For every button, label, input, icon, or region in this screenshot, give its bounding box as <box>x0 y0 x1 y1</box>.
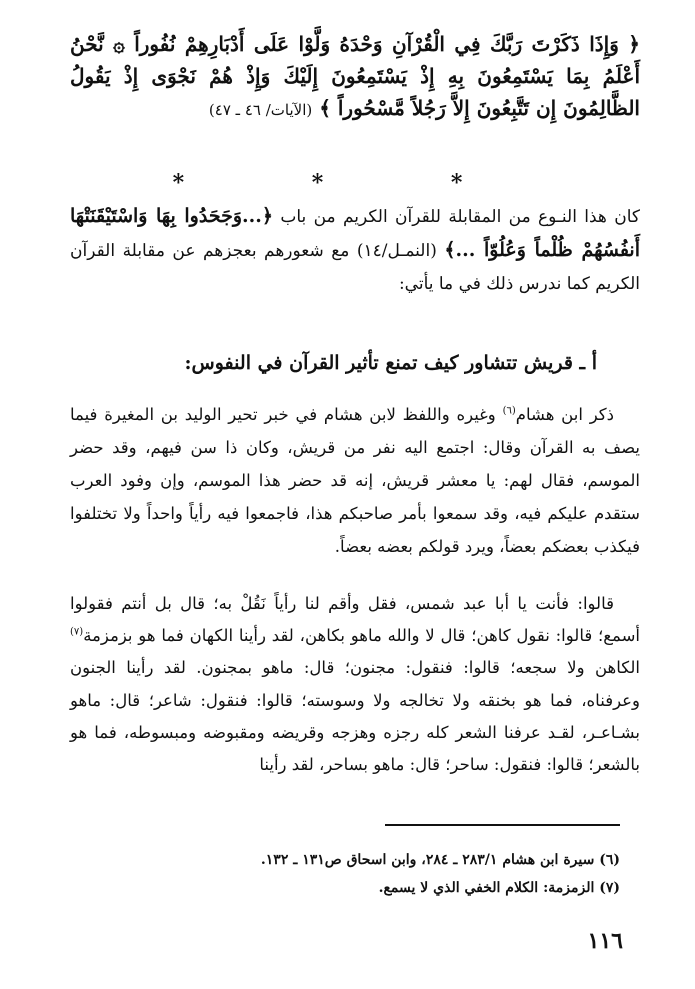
paragraph-text: قالوا: فأنت يا أبا عبد شمس، فقل وأقم لنا رأياً نَقُلْ به؛ قال بل أنتم فقولوا أسمع؛ قالوا: نقول كاهن؛ قال لا والله ماهو بكاهن، لقد رأينا الكهان فما هو بزمزمة <box>70 594 640 646</box>
intro-paragraph <box>70 200 640 301</box>
footnote-divider <box>385 824 620 826</box>
body-paragraph-1 <box>70 398 640 563</box>
footnote-7: (٧) الزمزمة: الكلام الخفي الذي لا يسمع. <box>378 880 620 896</box>
intro-text-before: كان هذا النـوع من المقابلة للقرآن الكريم من باب <box>272 207 640 227</box>
quran-verse-block <box>70 28 640 126</box>
paragraph-text: ذكر ابن هشام <box>515 405 614 424</box>
section-separator: * * * <box>172 170 523 196</box>
section-heading: أ ـ قريش تتشاور كيف تمنع تأثير القرآن في النفوس: <box>184 352 597 374</box>
intro-quran-quote: ﴿...وَجَحَدُوا بِهَا وَاسْتَيْقَنَتْهَا أَنفُسُهُمْ ظُلْماً وَعُلُوّاً ...﴾ <box>70 205 640 261</box>
intro-text-after: (النمـل/١٤) مع شعورهم بعجزهم عن مقابلة القرآن الكريم كما ندرس ذلك في ما يأتي: <box>70 241 640 294</box>
paragraph-text: الكاهن ولا سجعه؛ قالوا: فنقول: مجنون؛ قال: ماهو بمجنون. لقد رأينا الجنون وعرفناه، فما هو بخنقه ولا تخالجه ولا وسوسته؛ قالوا: فنقول: شاعر؛ قال: ماهو بشـاعـر، لقـد عرفنا الشعر كله رجزه وهزجه وقريضه ومقبوضه ومبسوطه، فما هو بالشعر؛ قالوا: فنقول: ساحر؛ قال: ماهو بساحر، لقد رأينا <box>70 658 640 775</box>
paragraph-text: وغيره واللفظ لابن هشام في خبر تحير الوليد بن المغيرة فيما يصف به القرآن وقال: اجتمع اليه نفر من قريش، وكان ذا سن فيهم، وقد حضر الموسم، فقال لهم: يا معشر قريش، إنه قد حضر هذا الموسم، وإن وفود العرب ستقدم عليكم فيه، وقد سمعوا بأمر صاحبكم هذا، فاجمعوا فيه رأياً واحداً ولا تختلفوا فيكذب بعضكم بعضاً، ويرد قولكم بعضه بعضاً. <box>70 405 640 556</box>
quran-verse-text: ﴿ وَإِذَا ذَكَرْتَ رَبَّكَ فِي الْقُرْآنِ وَحْدَهُ وَلَّوْا عَلَى أَدْبَارِهِمْ نُفُوراً ۞ نَّحْنُ أَعْلَمُ بِمَا يَسْتَمِعُونَ بِهِ إِذْ يَسْتَمِعُونَ إِلَيْكَ وَإِذْ هُمْ نَجْوَى إِذْ يَقُولُ الظَّالِمُونَ إِن تَتَّبِعُونَ إِلاَّ رَجُلاً مَّسْحُوراً ﴾ <box>70 32 640 120</box>
footnote-marker-6[interactable]: (٦) <box>502 405 516 417</box>
footnote-marker-7[interactable]: (٧) <box>70 626 84 638</box>
footnote-6: (٦) سيرة ابن هشام ٢٨٣/١ ـ ٢٨٤، وابن اسحاق ص١٣١ ـ ١٣٢. <box>260 852 620 868</box>
page-number: ١١٦ <box>587 928 623 954</box>
body-paragraph-2 <box>70 588 640 781</box>
verse-reference: (الآيات/ ٤٦ ـ ٤٧) <box>208 101 313 119</box>
